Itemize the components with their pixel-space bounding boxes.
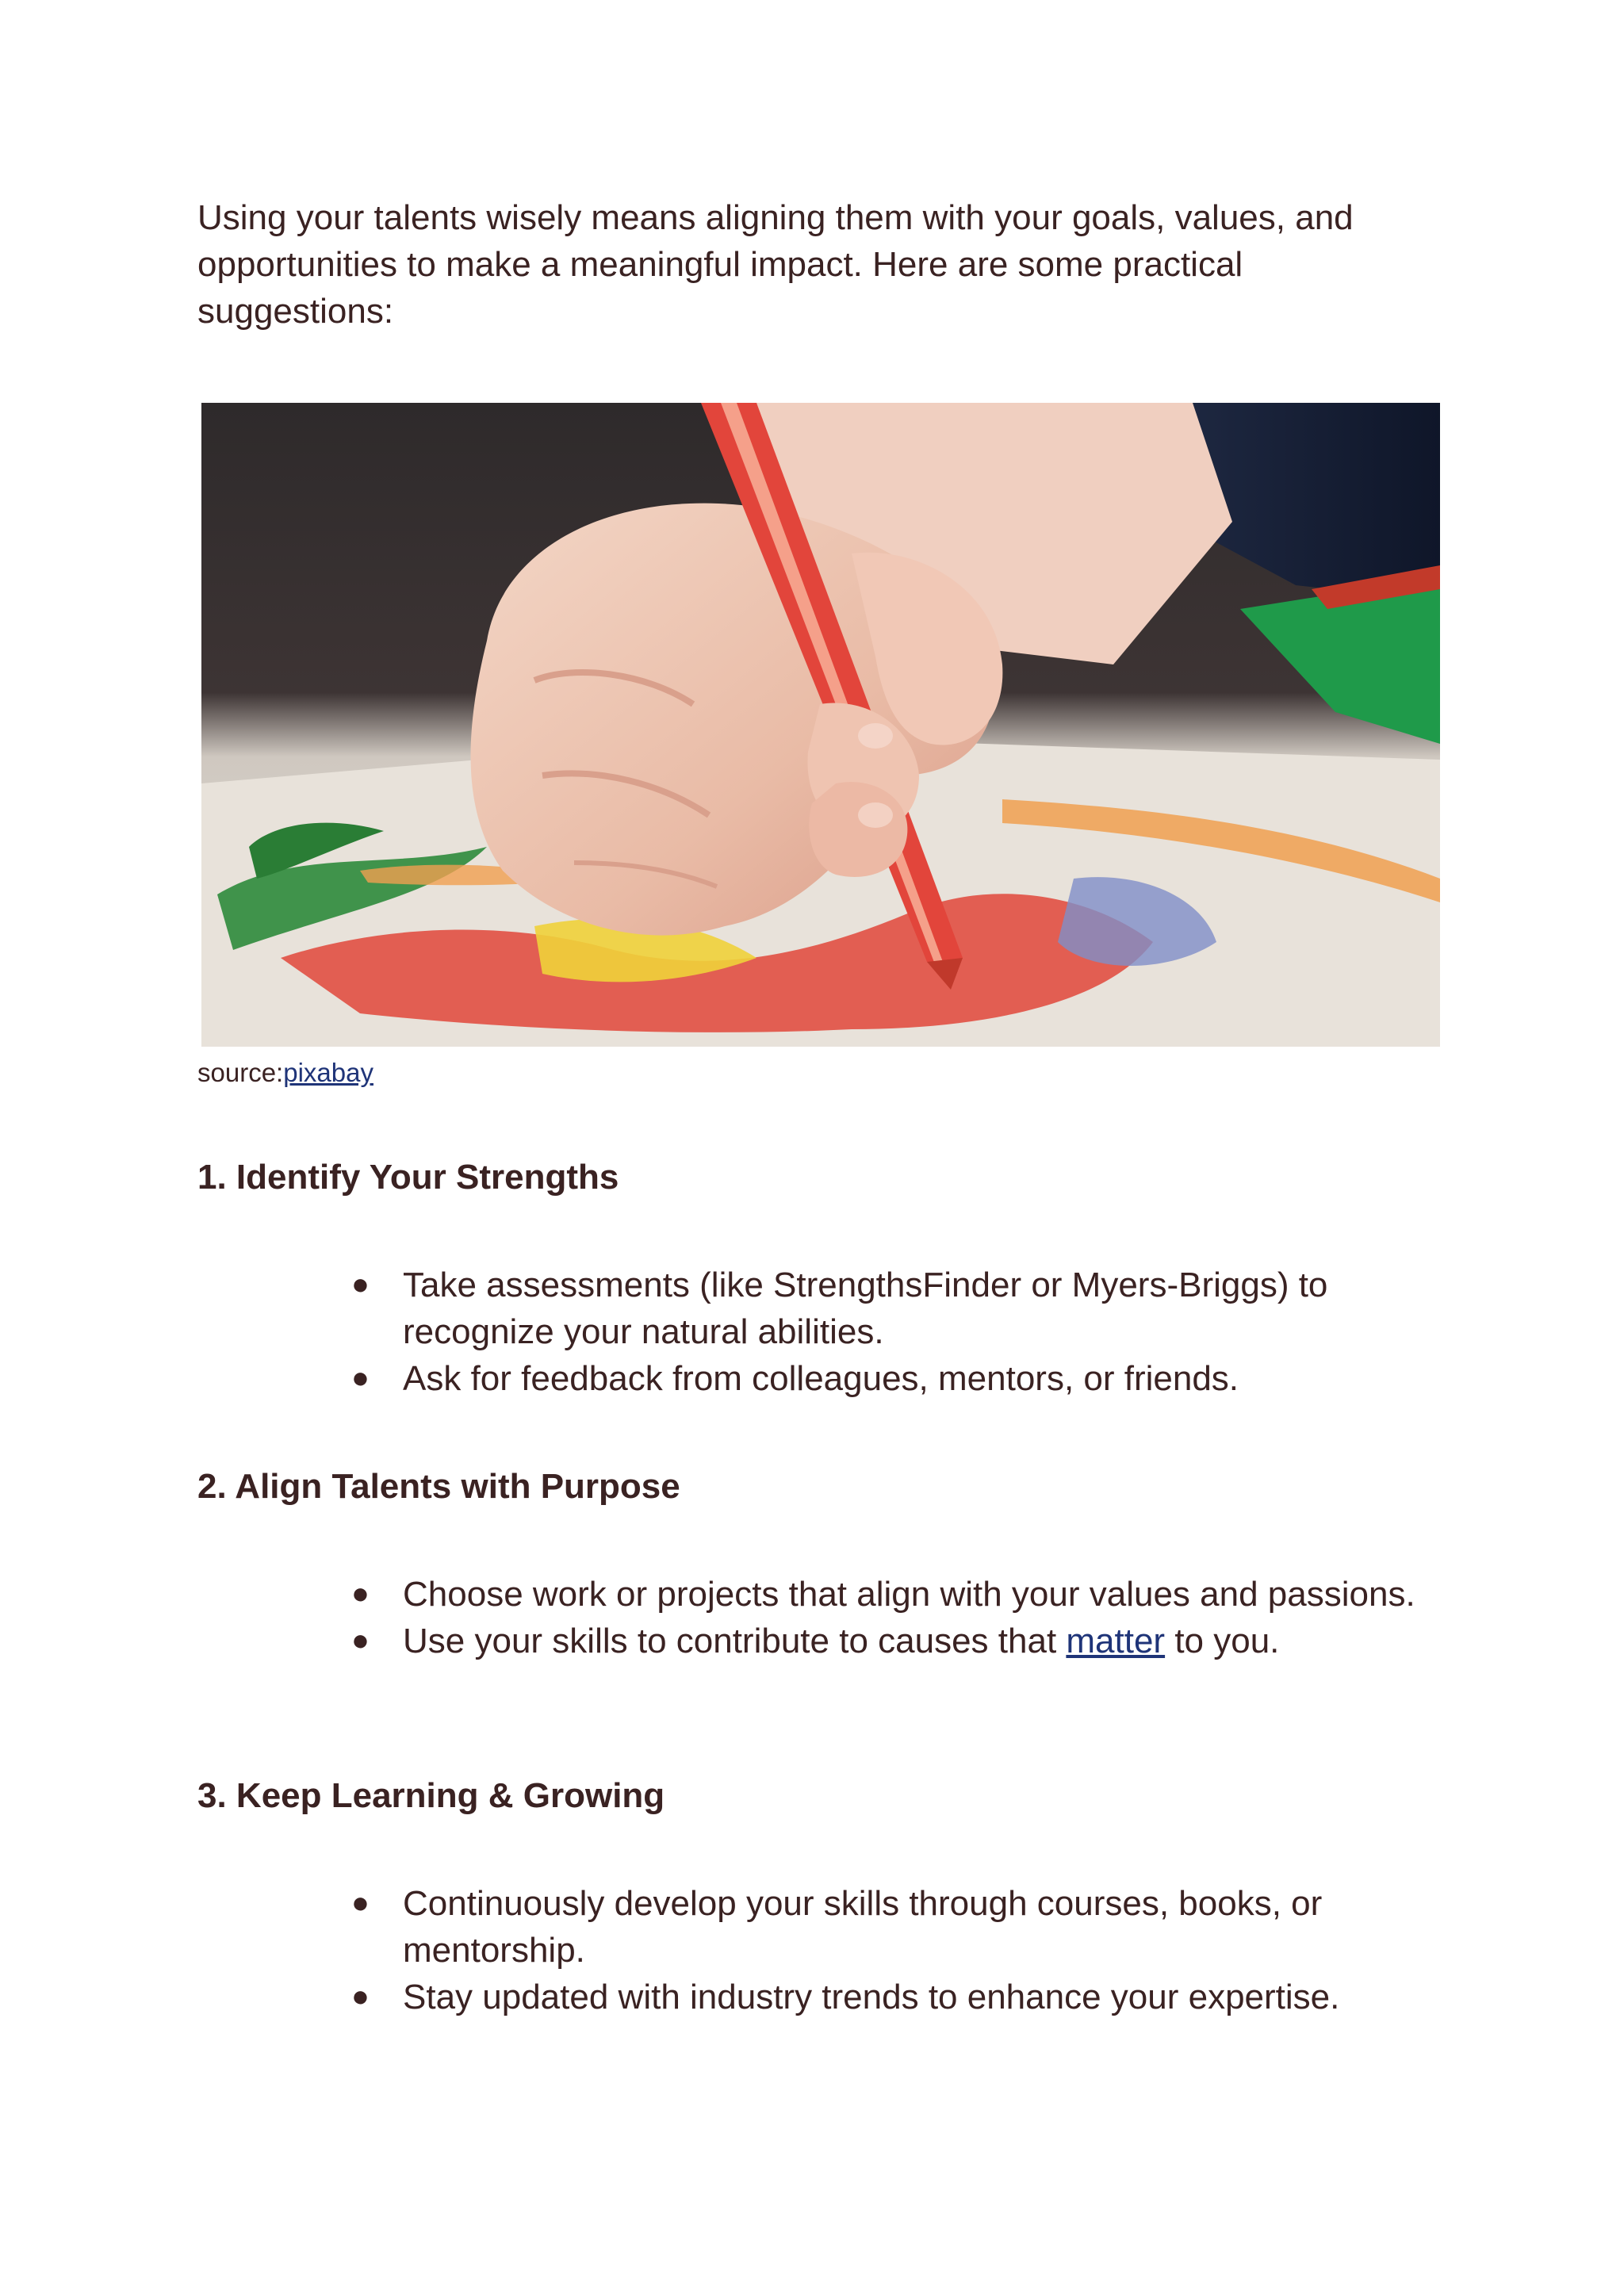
bullet-icon: ● — [351, 1886, 370, 1920]
section-3-heading: 3. Keep Learning & Growing — [197, 1776, 665, 1815]
list-item-text: Continuously develop your skills through courses, books, or mentorship. — [403, 1884, 1323, 1970]
section-3-list — [351, 1880, 1434, 2020]
list-item — [351, 1262, 1434, 1355]
bullet-icon: ● — [351, 1624, 370, 1657]
bullet-icon: ● — [351, 1980, 370, 2013]
child-drawing-illustration — [201, 403, 1440, 1047]
list-item-text-end: to you. — [1165, 1622, 1280, 1660]
list-item-text: Choose work or projects that align with your values and passions. — [403, 1575, 1415, 1614]
section-1-heading: 1. Identify Your Strengths — [197, 1158, 619, 1197]
section-1-list — [351, 1262, 1434, 1402]
intro-paragraph: Using your talents wisely means aligning them with your goals, values, and opportunities to make a meaningful impact. Here are some practical suggestions: — [197, 198, 1354, 331]
matter-link[interactable]: matter — [1066, 1622, 1166, 1660]
list-item — [351, 1571, 1434, 1618]
document-page — [197, 194, 1442, 2016]
pixabay-link[interactable]: pixabay — [283, 1058, 373, 1087]
section-2-heading: 2. Align Talents with Purpose — [197, 1467, 680, 1506]
bullet-icon: ● — [351, 1577, 370, 1610]
image-caption — [197, 1057, 373, 1089]
list-item-text: Take assessments (like StrengthsFinder or Myers-Briggs) to recognize your natural abilities. — [403, 1266, 1328, 1351]
section-2-list — [351, 1571, 1434, 1664]
bullet-icon: ● — [351, 1268, 370, 1301]
list-item — [351, 1355, 1434, 1402]
list-item-text: Stay updated with industry trends to enhance your expertise. — [403, 1978, 1340, 2016]
list-item-text: Ask for feedback from colleagues, mentors, or friends. — [403, 1359, 1239, 1398]
list-item-text: Use your skills to contribute to causes that — [403, 1622, 1067, 1660]
list-item — [351, 1618, 1434, 1664]
drawing-photo — [201, 403, 1440, 1047]
caption-prefix: source: — [197, 1058, 284, 1087]
list-item — [351, 1974, 1434, 2020]
list-item — [351, 1880, 1434, 1974]
bullet-icon: ● — [351, 1361, 370, 1395]
